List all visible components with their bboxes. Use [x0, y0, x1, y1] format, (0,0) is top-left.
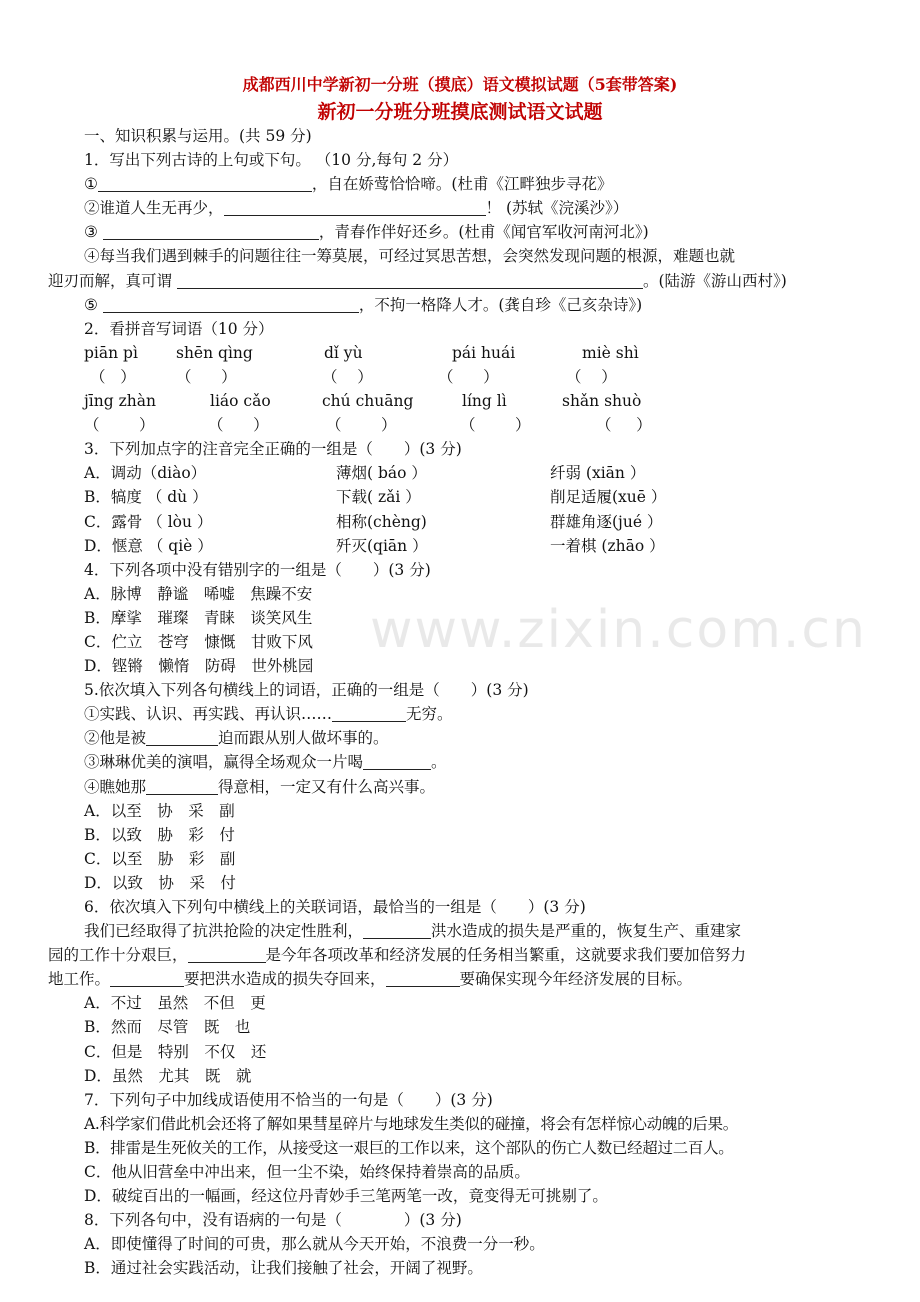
- q5-sentence-4: ④瞧她那 得意相，一定又有什么高兴事。: [84, 777, 436, 796]
- answer-row-2: [48, 413, 878, 437]
- q3-option-c: C．露骨 （ lòu ） 相称(chèng) 群雄角逐(jué ）: [84, 512, 663, 531]
- answer-blank[interactable]: [98, 175, 312, 192]
- q1-text: 。(陆游《游山西村》): [642, 271, 787, 290]
- q3-option-d: D．惬意 （ qiè ） 歼灭(qiān ） 一着棋 (zhāo ）: [84, 536, 665, 555]
- answer-paren[interactable]: （ ）: [596, 416, 652, 435]
- q7-option-b: B．排雷是生死攸关的工作，从接受这一艰巨的工作以来，这个部队的伤亡人数已经超过二百人。: [84, 1138, 734, 1157]
- q7-option-c: C．他从旧营垒中冲出来，但一尘不染，始终保持着崇高的品质。: [84, 1163, 530, 1182]
- q1-text: ，自在娇莺恰恰啼。(杜甫《江畔独步寻花》: [311, 175, 613, 194]
- answer-paren[interactable]: （ ）: [566, 367, 617, 386]
- sub-title: 新初一分班分班摸底测试语文试题: [317, 101, 603, 123]
- answer-blank[interactable]: [332, 705, 406, 722]
- pinyin: miè shì: [582, 343, 639, 362]
- q4-option-b: B．摩挲 璀璨 青睐 谈笑风生: [84, 608, 313, 627]
- answer-blank[interactable]: [363, 922, 431, 939]
- pinyin: pái huái: [452, 343, 516, 362]
- answer-paren[interactable]: （ ）: [460, 416, 531, 435]
- q6-option-a: A．不过 虽然 不但 更: [84, 994, 266, 1013]
- q3-heading: 3．下列加点字的注音完全正确的一组是（ ）(3 分): [84, 440, 462, 459]
- answer-blank[interactable]: [188, 946, 266, 963]
- q1-text: 迎刃而解，真可谓: [48, 271, 173, 290]
- q6-option-c: C．但是 特别 不仅 还: [84, 1042, 267, 1061]
- exam-body: [48, 124, 878, 1281]
- q1-line-4b: [48, 269, 878, 293]
- answer-paren[interactable]: （ ）: [322, 367, 373, 386]
- q1-line-2: [48, 196, 878, 220]
- q1-text: ，青春作伴好还乡。(杜甫《闻官军收河南河北》): [318, 223, 649, 242]
- pinyin: dǐ yù: [324, 343, 363, 362]
- item-number: ③: [84, 223, 98, 242]
- q1-text: ②谁道人生无再少，: [84, 199, 224, 218]
- q6-passage-line-2: 园的工作十分艰巨， 是今年各项改革和经济发展的任务相当繁重，这就要求我们要加倍努力: [48, 946, 747, 965]
- answer-paren[interactable]: （ ）: [84, 416, 155, 435]
- answer-blank[interactable]: [224, 199, 486, 216]
- section-heading: 一、知识积累与运用。(共 59 分): [84, 127, 312, 145]
- item-number: ⑤: [84, 295, 98, 314]
- q4-option-a: A．脉博 静谧 唏嘘 焦躁不安: [84, 584, 313, 603]
- pinyin-row-2: [48, 389, 878, 413]
- q6-passage-line-1: 我们已经取得了抗洪抢险的决定性胜利， 洪水造成的损失是严重的，恢复生产、重建家: [84, 922, 742, 941]
- q5-option-d: D．以致 协 采 付: [84, 873, 236, 892]
- answer-paren[interactable]: （ ）: [438, 367, 499, 386]
- q8-heading: 8．下列各句中，没有语病的一句是（ ）(3 分): [84, 1211, 462, 1230]
- answer-row-1: [48, 365, 878, 389]
- answer-blank[interactable]: [146, 729, 218, 746]
- pinyin: jīng zhàn: [84, 392, 156, 411]
- answer-blank[interactable]: [146, 778, 218, 795]
- answer-blank[interactable]: [386, 970, 460, 987]
- q6-passage-line-3: 地工作。 要把洪水造成的损失夺回来， 要确保实现今年经济发展的目标。: [48, 970, 693, 989]
- q8-option-b: B．通过社会实践活动，让我们接触了社会，开阔了视野。: [84, 1259, 483, 1278]
- q4-option-c: C．伫立 苍穹 慷慨 甘败下风: [84, 632, 313, 651]
- q1-line-4: ④每当我们遇到棘手的问题往往一筹莫展，可经过冥思苦想，会突然发现问题的根源，难题也就: [84, 247, 736, 266]
- q7-heading: 7．下列句子中加线成语使用不恰当的一句是（ ）(3 分): [84, 1090, 493, 1109]
- pinyin: chú chuāng: [322, 392, 414, 411]
- answer-paren[interactable]: （ ）: [176, 367, 237, 386]
- answer-blank[interactable]: [103, 296, 359, 313]
- q6-option-d: D．虽然 尤其 既 就: [84, 1066, 252, 1085]
- q3-option-b: B．犒度 （ dù ） 下载( zǎi ） 削足适履(xuē ）: [84, 488, 667, 507]
- q6-option-b: B．然而 尽管 既 也: [84, 1018, 251, 1037]
- item-number: ①: [84, 175, 98, 194]
- q5-sentence-3: ③琳琳优美的演唱，赢得全场观众一片喝 。: [84, 753, 447, 772]
- q5-option-c: C．以至 胁 彩 副: [84, 849, 236, 868]
- q5-option-b: B．以致 胁 彩 付: [84, 825, 235, 844]
- q5-sentence-1: ①实践、认识、再实践、再认识…… 无穷。: [84, 705, 453, 724]
- q4-heading: 4．下列各项中没有错别字的一组是（ ）(3 分): [84, 560, 431, 579]
- answer-blank[interactable]: [103, 223, 319, 240]
- answer-blank[interactable]: [177, 272, 643, 289]
- q5-sentence-2: ②他是被 迫而跟从别人做坏事的。: [84, 729, 389, 748]
- q6-heading: 6．依次填入下列句中横线上的关联词语，最恰当的一组是（ ）(3 分): [84, 898, 586, 916]
- q3-option-a: A．调动（diào） 薄烟( báo ） 纤弱 (xiān ）: [84, 464, 646, 483]
- pinyin: shǎn shuò: [562, 392, 642, 411]
- answer-blank[interactable]: [110, 970, 184, 987]
- answer-blank[interactable]: [363, 753, 431, 770]
- q8-option-a: A．即使懂得了时间的可贵，那么就从今天开始，不浪费一分一秒。: [84, 1235, 545, 1254]
- pinyin-row-1: [48, 341, 878, 365]
- q7-option-a: A.科学家们借此机会还将了解如果彗星碎片与地球发生类似的碰撞，将会有怎样惊心动魄的后果。: [84, 1114, 738, 1133]
- pinyin: líng lì: [462, 392, 507, 411]
- q4-option-d: D．铿锵 懒惰 防碍 世外桃园: [84, 657, 314, 676]
- q5-heading: 5.依次填入下列各句横线上的词语，正确的一组是（ ）(3 分): [84, 681, 529, 700]
- q1-text: ，不拘一格降人才。(龚自珍《己亥杂诗》): [358, 295, 643, 314]
- watermark: www.zixin.com.cn: [370, 600, 867, 660]
- pinyin: shēn qìng: [176, 343, 253, 362]
- answer-paren[interactable]: （ ）: [326, 416, 397, 435]
- answer-paren[interactable]: （ ）: [90, 367, 136, 386]
- main-title: 成都西川中学新初一分班（摸底）语文模拟试题（5套带答案): [242, 75, 678, 94]
- q7-option-d: D．破绽百出的一幅画，经这位丹青妙手三笔两笔一改，竟变得无可挑剔了。: [84, 1187, 608, 1206]
- q1-line-1: [48, 172, 878, 196]
- pinyin: piān pì: [84, 343, 138, 362]
- answer-paren[interactable]: （ ）: [208, 416, 269, 435]
- q5-option-a: A．以至 协 采 副: [84, 801, 235, 820]
- q1-line-5: [48, 293, 878, 317]
- q1-text: ！ (苏轼《浣溪沙》）: [485, 199, 629, 218]
- q1-line-3: [48, 220, 878, 244]
- q1-heading: 1．写出下列古诗的上句或下句。 （10 分,每句 2 分）: [84, 151, 459, 170]
- pinyin: liáo cǎo: [210, 392, 271, 411]
- q2-heading: 2．看拼音写词语（10 分）: [84, 319, 274, 338]
